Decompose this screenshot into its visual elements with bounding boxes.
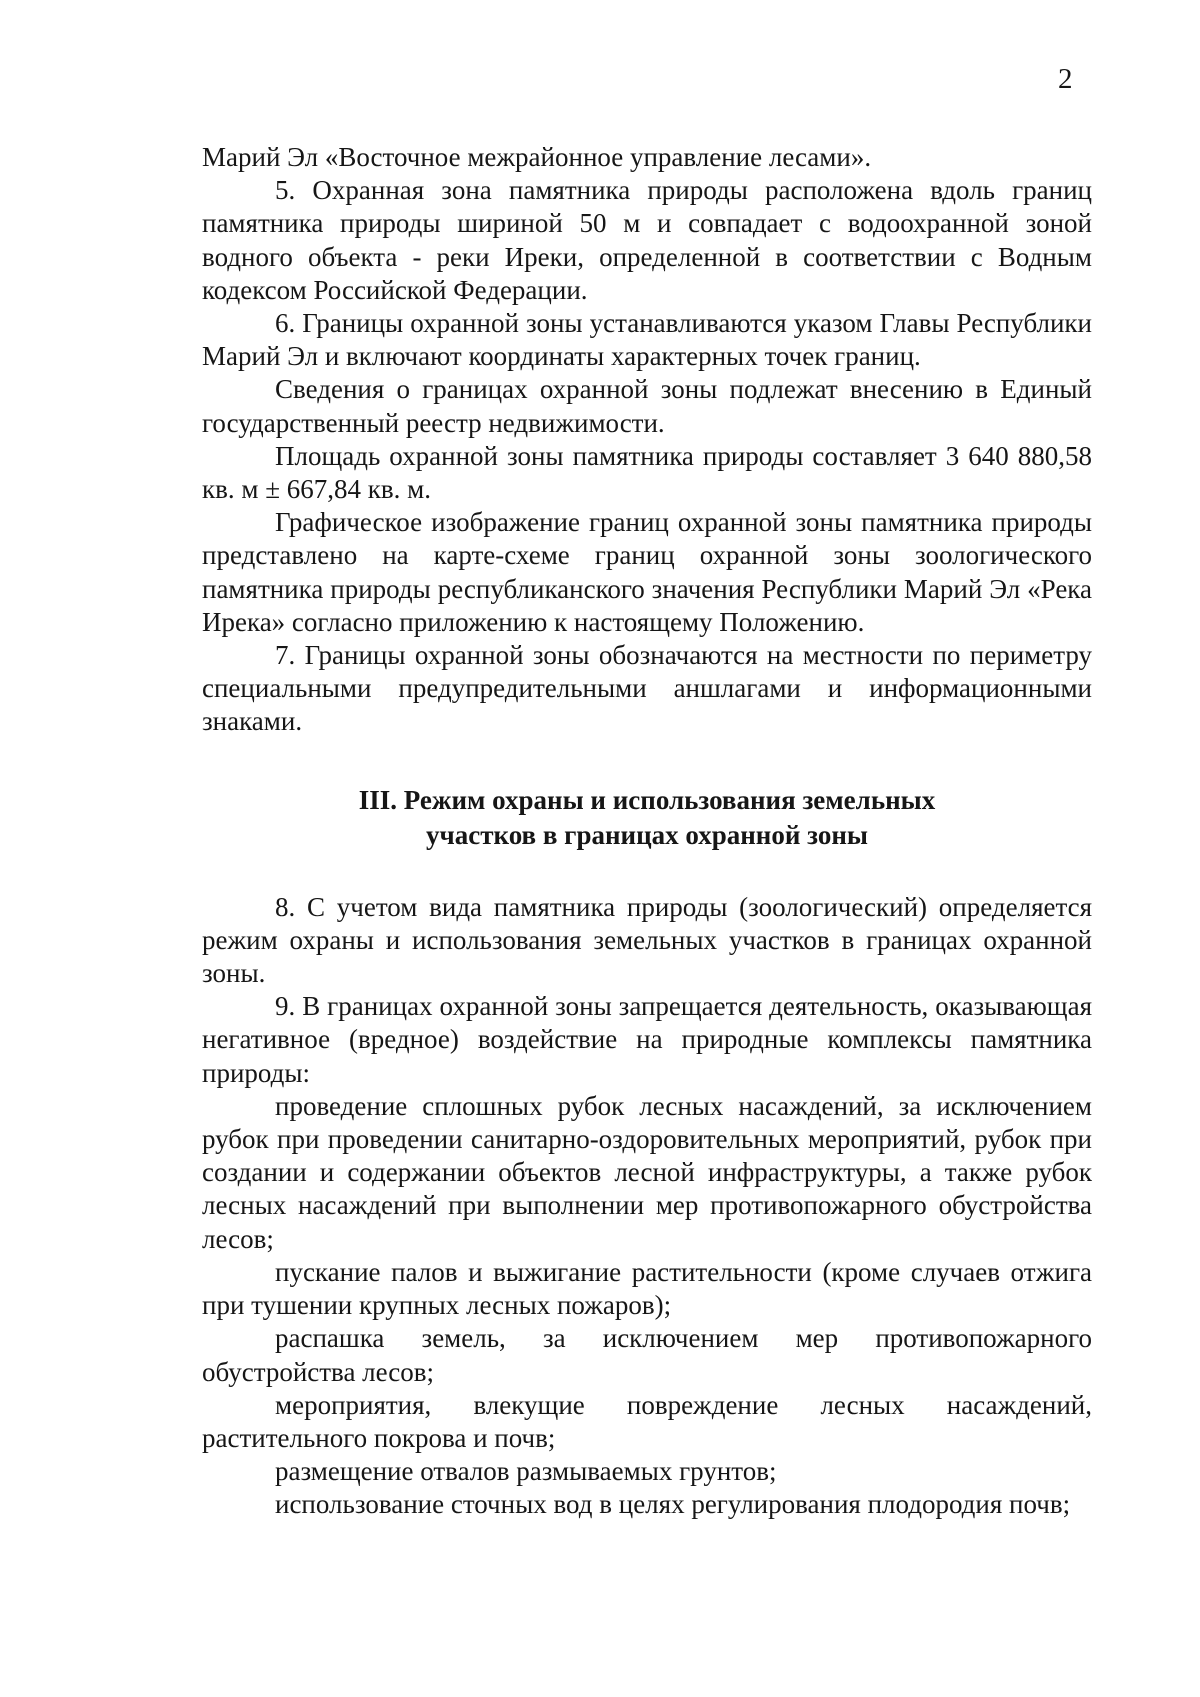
- section-heading: [202, 783, 1092, 853]
- paragraph-item-5: 5. Охранная зона памятника природы расположена вдоль границ памятника природы шириной 50 м и совпадает с водоохранной зоной водного объекта - реки Иреки, определенной в соответствии с Водным кодексом Российской Федерации.: [202, 175, 1092, 305]
- paragraph-registry-info: Сведения о границах охранной зоны подлежат внесению в Единый государственный реестр недвижимости.: [202, 374, 1092, 438]
- list-item: распашка земель, за исключением мер противопожарного обустройства лесов;: [202, 1323, 1092, 1387]
- list-item: проведение сплошных рубок лесных насаждений, за исключением рубок при проведении санитарно-оздоровительных мероприятий, рубок при создании и содержании объектов лесной инфраструктуры, а также рубок лесных насаждений при выполнении мер противопожарного обустройства лесов;: [202, 1090, 1092, 1254]
- paragraph-item-8: 8. С учетом вида памятника природы (зоологический) определяется режим охраны и использования земельных участков в границах охранной зоны.: [202, 891, 1092, 989]
- paragraph-area: Площадь охранной зоны памятника природы составляет 3 640 880,58 кв. м ± 667,84 кв. м.: [202, 440, 1092, 505]
- paragraph-continuation: Марий Эл «Восточное межрайонное управление лесами».: [202, 142, 872, 172]
- paragraph-item-9: 9. В границах охранной зоны запрещается деятельность, оказывающая негативное (вредное) воздействие на природные комплексы памятника природы:: [202, 991, 1092, 1088]
- list-item: использование сточных вод в целях регулирования плодородия почв;: [275, 1489, 1071, 1520]
- paragraph-item-7: 7. Границы охранной зоны обозначаются на местности по периметру специальными предупредительными аншлагами и информационными знаками.: [202, 640, 1092, 737]
- section-heading-line-2: участков в границах охранной зоны: [426, 819, 868, 850]
- list-item: размещение отвалов размываемых грунтов;: [275, 1456, 777, 1487]
- paragraph-item-6: 6. Границы охранной зоны устанавливаются указом Главы Республики Марий Эл и включают координаты характерных точек границ.: [202, 308, 1092, 372]
- document-body: [202, 141, 1092, 1522]
- section-heading-line-1: III. Режим охраны и использования земельных: [358, 784, 936, 815]
- list-item: пускание палов и выжигание растительности (кроме случаев отжига при тушении крупных лесных пожаров);: [202, 1256, 1092, 1321]
- page-number: 2: [1058, 63, 1073, 95]
- paragraph-map-reference: Графическое изображение границ охранной зоны памятника природы представлено на карте-схеме границ охранной зоны зоологического памятника природы республиканского значения Республики Марий Эл «Река Ирека» согласно приложению к настоящему Положению.: [202, 507, 1092, 637]
- list-item: мероприятия, влекущие повреждение лесных насаждений, растительного покрова и почв;: [202, 1389, 1092, 1453]
